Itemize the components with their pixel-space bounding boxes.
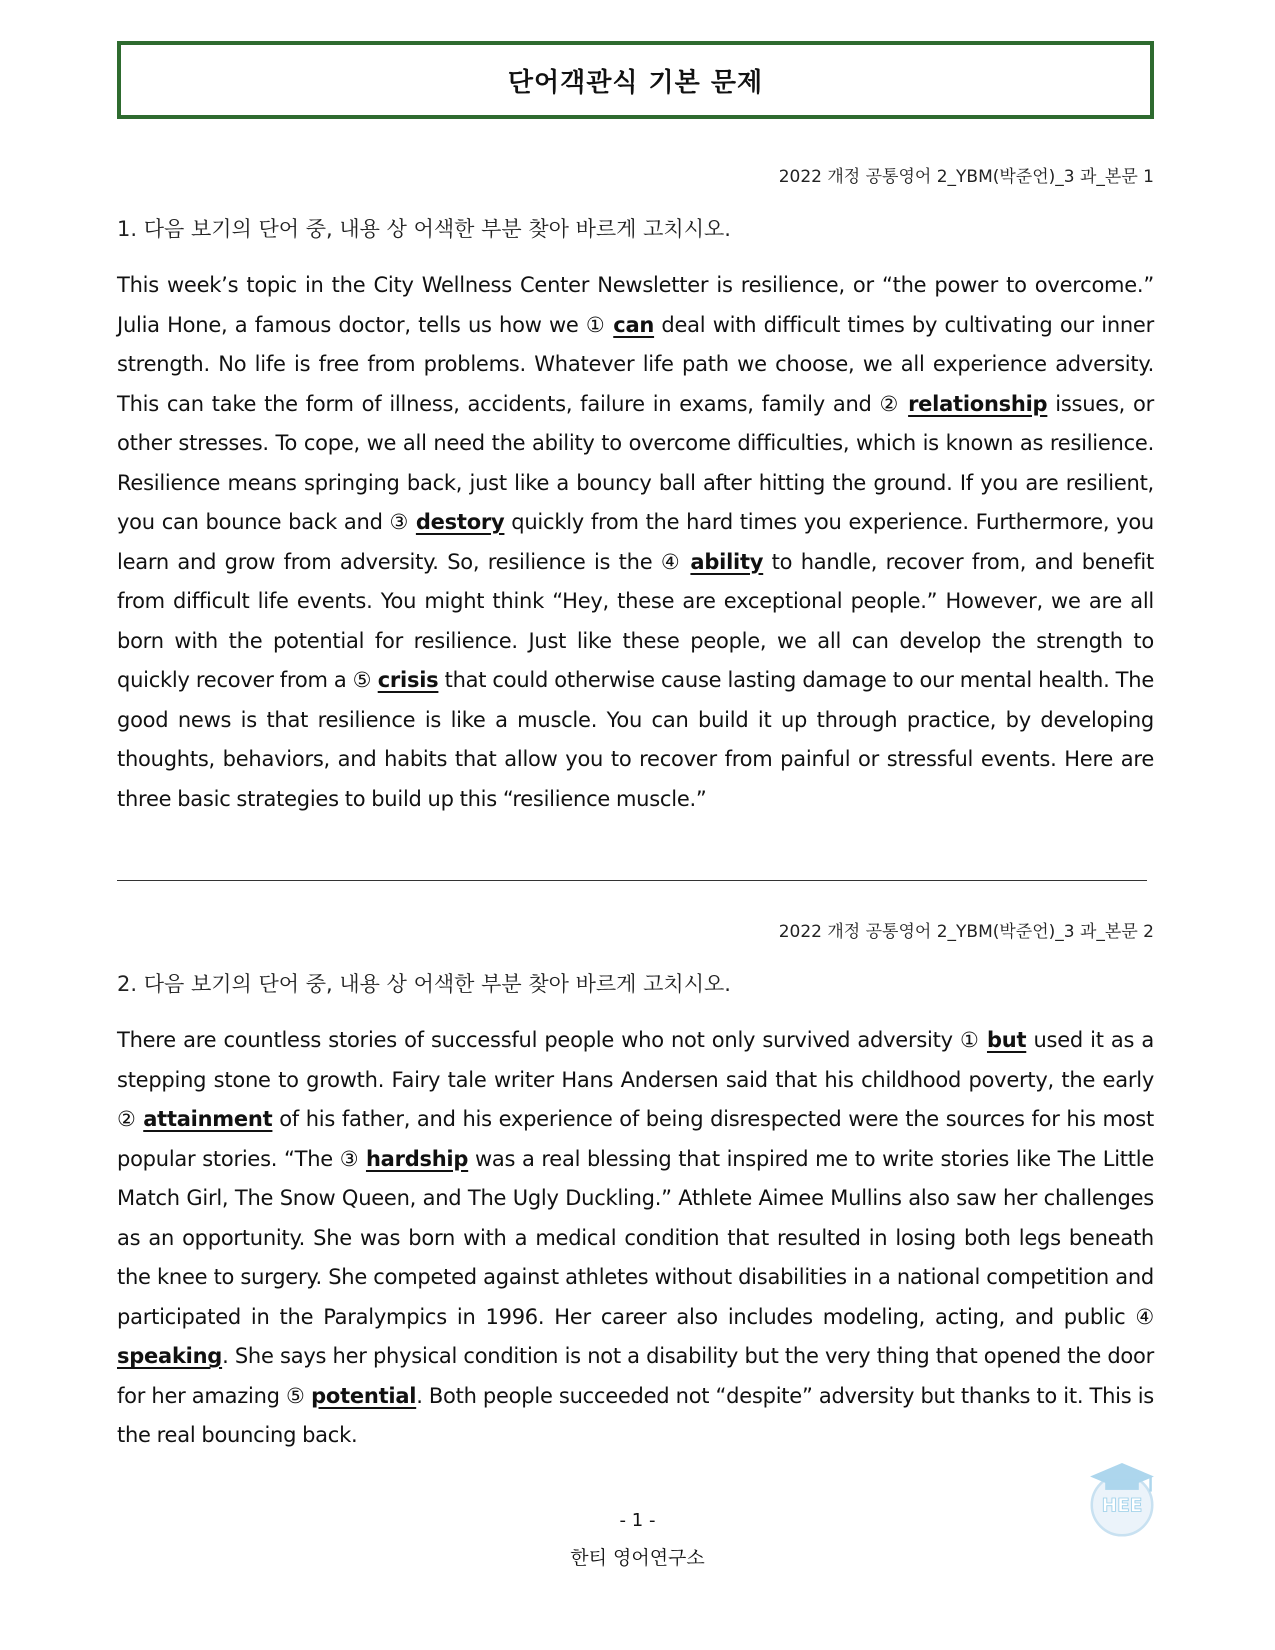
- question-2: 2. 다음 보기의 단어 중, 내용 상 어색한 부분 찾아 바르게 고치시오.: [117, 972, 731, 996]
- passage-text: was a real blessing that inspired me to write stories like The Little Match Girl, The Snow Queen, and The Ugly Duckling.” Athlete Aimee Mullins also saw her challenges as an opportunity. She was born with a medical condition that resulted in losing both legs beneath the knee to surgery. She competed against athletes without disabilities in a national competition and participated in the Paralympics in 1996. Her career also includes modeling, acting, and public ④: [117, 1146, 1154, 1329]
- passage-text: . Both people succeeded not “despite” adversity but thanks to it. This is the real bouncing back.: [117, 1383, 1154, 1447]
- passage-text: This week’s topic in the City Wellness Center Newsletter is resilience, or “the power to overcome.” Julia Hone, a famous doctor, tells us how we ①: [117, 273, 1154, 337]
- logo-text: HEE: [1101, 1495, 1143, 1517]
- option-word: relationship: [908, 391, 1048, 416]
- passage-text: . She says her physical condition is not a disability but the very thing that opened the door for her amazing ⑤: [117, 1344, 1154, 1408]
- organization-name: 한티 영어연구소: [570, 1547, 705, 1569]
- option-word: speaking: [117, 1344, 223, 1368]
- passage-1: [117, 266, 1154, 819]
- passage-text: deal with difficult times by cultivating our inner strength. No life is free from problems. Whatever life path we choose, we all experience adversity. This can take the form of illness, accidents, failure in exams, family and ②: [117, 312, 1154, 416]
- option-word: hardship: [365, 1146, 469, 1171]
- option-word: potential: [311, 1383, 417, 1408]
- source-label-1: 2022 개정 공통영어 2_YBM(박준언)_3 과_본문 1: [778, 167, 1154, 187]
- option-word: destory: [415, 510, 505, 534]
- section-divider: [117, 880, 1147, 881]
- page-title: 단어객관식 기본 문제: [507, 67, 764, 98]
- passage-text: to handle, recover from, and benefit from difficult life events. You might think “Hey, these are exceptional people.” However, we are all born with the potential for resilience. Just like these people, we all can develop the strength to quickly recover from a ⑤: [117, 549, 1154, 692]
- title-box: [117, 41, 1154, 119]
- passage-text: that could otherwise cause lasting damage to our mental health. The good news is that resilience is like a muscle. You can build it up through practice, by developing thoughts, behaviors, and habits that allow you to recover from painful or stressful events. Here are three basic strategies to build up this “resilience muscle.”: [117, 668, 1154, 811]
- option-word: can: [613, 312, 655, 337]
- option-word: crisis: [377, 668, 439, 692]
- option-word: ability: [690, 549, 764, 574]
- option-word: attainment: [143, 1107, 273, 1131]
- passage-text: There are countless stories of successful people who not only survived adversity ①: [117, 1028, 987, 1052]
- question-1: 1. 다음 보기의 단어 중, 내용 상 어색한 부분 찾아 바르게 고치시오.: [117, 217, 731, 241]
- passage-text: issues, or other stresses. To cope, we all need the ability to overcome difficulties, which is known as resilience. Resilience means springing back, just like a bouncy ball after hitting the ground. If you are resilient, you can bounce back and ③: [117, 391, 1154, 534]
- option-word: but: [986, 1028, 1027, 1052]
- passage-text: quickly from the hard times you experience. Furthermore, you learn and grow from adversity. So, resilience is the ④: [117, 510, 1154, 574]
- source-label-2: 2022 개정 공통영어 2_YBM(박준언)_3 과_본문 2: [778, 922, 1154, 942]
- passage-2: [117, 1021, 1154, 1456]
- page-number: - 1 -: [619, 1510, 656, 1531]
- passage-text: used it as a stepping stone to growth. Fairy tale writer Hans Andersen said that his childhood poverty, the early ②: [117, 1028, 1154, 1131]
- passage-text: of his father, and his experience of being disrespected were the sources for his most popular stories. “The ③: [117, 1107, 1154, 1171]
